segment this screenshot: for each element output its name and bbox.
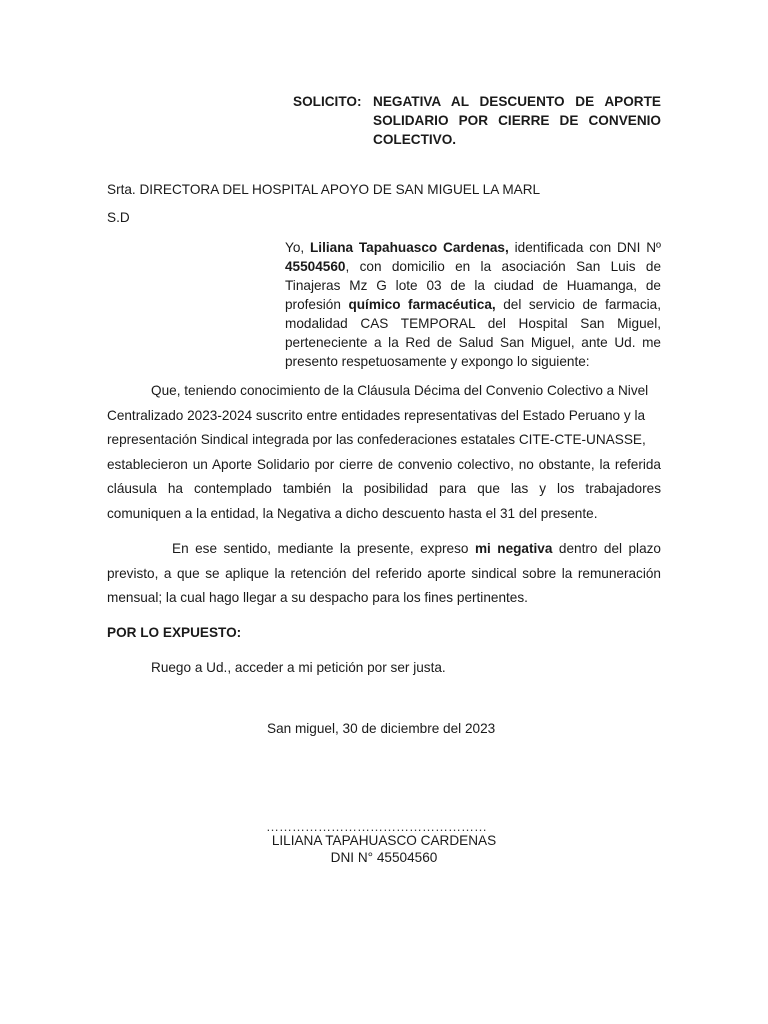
subject-line-3: COLECTIVO. bbox=[373, 132, 457, 147]
body-paragraph-2 bbox=[107, 537, 661, 611]
intro-line-4 bbox=[285, 295, 661, 314]
para2-text: dentro del plazo bbox=[552, 541, 661, 556]
para2-line-3: mensual; la cual hago llegar a su despacho para los fines pertinentes. bbox=[107, 590, 528, 606]
intro-text: , con domicilio en la asociación San Luis de bbox=[345, 259, 661, 274]
signature-line: …………………………………………… bbox=[266, 819, 487, 834]
subject-line-2: SOLIDARIO POR CIERRE DE CONVENIO bbox=[373, 113, 661, 128]
intro-line-5: modalidad CAS TEMPORAL del Hospital San Miguel, bbox=[285, 316, 661, 331]
intro-line-3: Tinajeras Mz G lote 03 de la ciudad de Huamanga, de bbox=[285, 278, 661, 293]
negativa-emphasis: mi negativa bbox=[474, 541, 553, 556]
intro-line-2 bbox=[285, 257, 661, 276]
body-paragraph-1 bbox=[107, 379, 661, 527]
para1-line-5: cláusula ha contemplado también la posibilidad para que las y los trabajadores bbox=[107, 481, 661, 497]
para1-line-1: Que, teniendo conocimiento de la Cláusula Décima del Convenio Colectivo a Nivel bbox=[151, 383, 649, 398]
place-and-date: San miguel, 30 de diciembre del 2023 bbox=[267, 721, 496, 736]
applicant-dni: 45504560 bbox=[285, 259, 346, 274]
closing-request: Ruego a Ud., acceder a mi petición por ser justa. bbox=[151, 660, 446, 675]
signer-name: LILIANA TAPAHUASCO CARDENAS bbox=[271, 833, 497, 848]
intro-text: profesión bbox=[285, 297, 349, 312]
para1-line-3: representación Sindical integrada por las confederaciones estatales CITE-CTE-UNASSE, bbox=[107, 432, 646, 448]
addressee: Srta. DIRECTORA DEL HOSPITAL APOYO DE SAN MIGUEL LA MARL bbox=[107, 182, 541, 197]
intro-text: Yo, bbox=[285, 240, 310, 255]
por-lo-expuesto-heading: POR LO EXPUESTO: bbox=[107, 625, 242, 640]
signer-dni: DNI N° 45504560 bbox=[330, 850, 438, 865]
applicant-name: Liliana Tapahuasco Cardenas, bbox=[310, 240, 509, 255]
intro-line-6: perteneciente a la Red de Salud San Miguel, ante Ud. me bbox=[285, 335, 661, 350]
intro-text: del servicio de farmacia, bbox=[495, 297, 661, 312]
para1-line-2: Centralizado 2023-2024 suscrito entre entidades representativas del Estado Peruano y la bbox=[107, 407, 646, 423]
applicant-profession: químico farmacéutica, bbox=[348, 297, 496, 312]
salutation-sd: S.D bbox=[107, 210, 130, 225]
intro-line-7: presento respetuosamente y expongo lo siguiente: bbox=[285, 354, 590, 369]
para1-line-6: comuniquen a la entidad, la Negativa a dicho descuento hasta el 31 del presente. bbox=[107, 505, 598, 521]
intro-paragraph bbox=[285, 238, 661, 371]
intro-text: identificada con DNI Nº bbox=[508, 240, 662, 255]
intro-line-1 bbox=[285, 238, 661, 257]
subject-line-1: NEGATIVA AL DESCUENTO DE APORTE bbox=[373, 94, 661, 109]
para2-line-1 bbox=[107, 537, 661, 562]
para2-text: En ese sentido, mediante la presente, expreso bbox=[172, 541, 475, 556]
subject-block bbox=[293, 92, 661, 149]
para2-line-2: previsto, a que se aplique la retención del referido aporte sindical sobre la remuneración bbox=[107, 565, 661, 581]
para1-line-4: establecieron un Aporte Solidario por cierre de convenio colectivo, no obstante, la referida bbox=[107, 456, 661, 472]
subject-label: SOLICITO: bbox=[293, 94, 362, 109]
